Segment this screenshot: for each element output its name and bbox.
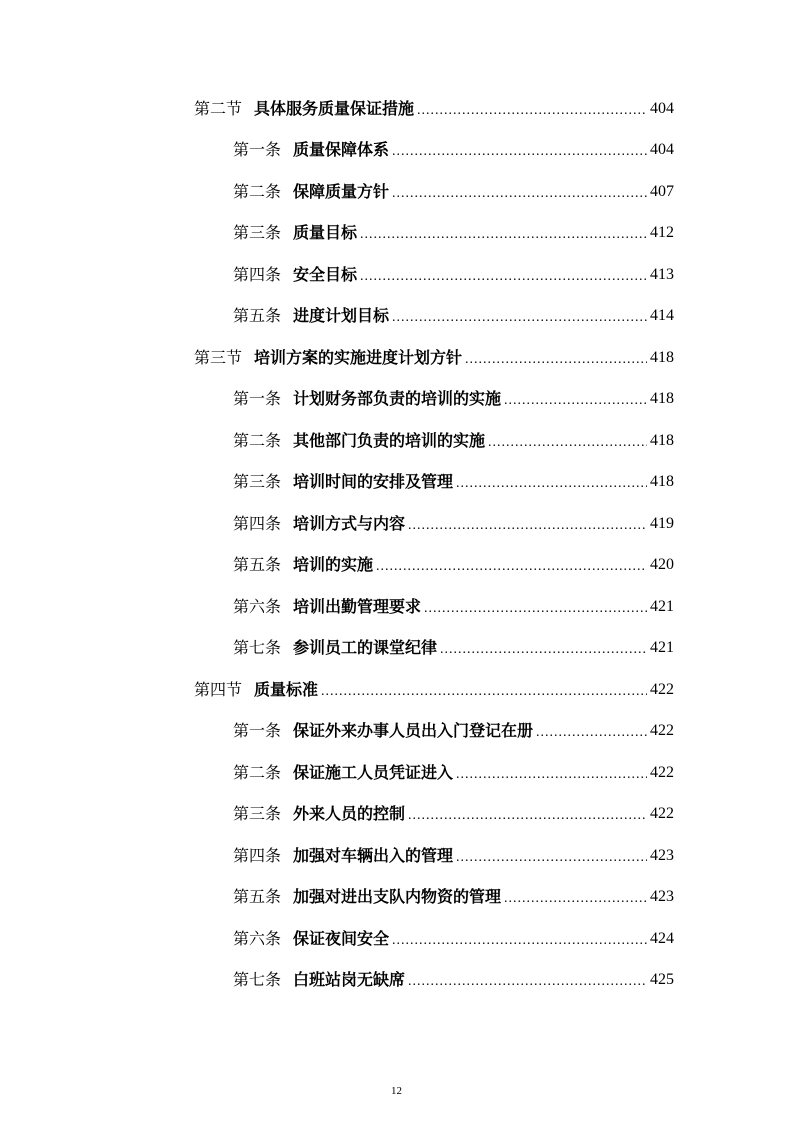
toc-entry-title: 加强对车辆出入的管理 — [293, 845, 454, 865]
toc-article-entry[interactable] — [233, 918, 674, 960]
toc-entry-page: 425 — [650, 971, 674, 989]
toc-entry-page: 421 — [650, 639, 674, 657]
toc-entry-page: 421 — [650, 597, 674, 615]
toc-entry-label: 第四条 — [233, 513, 282, 533]
toc-entry-title: 具体服务质量保证措施 — [254, 98, 415, 118]
toc-section-entry[interactable] — [194, 669, 674, 711]
toc-dot-leader — [376, 558, 647, 576]
toc-entry-label: 第一条 — [233, 721, 282, 741]
toc-entry-label: 第五条 — [233, 306, 282, 326]
toc-entry-title: 质量标准 — [254, 679, 319, 699]
toc-entry-label: 第四节 — [194, 679, 243, 699]
toc-entry-page: 423 — [650, 846, 674, 864]
toc-entry-label: 第四条 — [233, 845, 282, 865]
toc-dot-leader — [392, 309, 647, 327]
toc-article-entry[interactable] — [233, 545, 674, 587]
toc-entry-title: 白班站岗无缺席 — [293, 970, 406, 990]
toc-entry-page: 422 — [650, 763, 674, 781]
toc-dot-leader — [360, 226, 647, 244]
toc-entry-page: 418 — [650, 431, 674, 449]
toc-entry-title: 进度计划目标 — [293, 306, 390, 326]
toc-entry-label: 第四条 — [233, 264, 282, 284]
toc-entry-label: 第六条 — [233, 596, 282, 616]
toc-dot-leader — [440, 641, 647, 659]
toc-entry-label: 第一条 — [233, 389, 282, 409]
toc-article-entry[interactable] — [233, 213, 674, 255]
toc-entry-page: 422 — [650, 722, 674, 740]
toc-article-entry[interactable] — [233, 752, 674, 794]
toc-article-entry[interactable] — [233, 711, 674, 753]
toc-article-entry[interactable] — [233, 877, 674, 919]
toc-dot-leader — [417, 102, 647, 120]
toc-entry-page: 423 — [650, 888, 674, 906]
toc-entry-title: 培训方式与内容 — [293, 513, 406, 533]
toc-entry-label: 第二条 — [233, 430, 282, 450]
toc-entry-page: 404 — [650, 141, 674, 159]
toc-article-entry[interactable] — [233, 503, 674, 545]
toc-article-entry[interactable] — [233, 960, 674, 1002]
toc-entry-page: 419 — [650, 514, 674, 532]
toc-dot-leader — [392, 143, 647, 161]
toc-entry-label: 第三条 — [233, 472, 282, 492]
toc-entry-title: 培训时间的安排及管理 — [293, 472, 454, 492]
toc-entry-label: 第二节 — [194, 98, 243, 118]
toc-article-entry[interactable] — [233, 586, 674, 628]
toc-dot-leader — [465, 351, 647, 369]
toc-dot-leader — [456, 475, 647, 493]
toc-entry-title: 加强对进出支队内物资的管理 — [293, 887, 502, 907]
toc-dot-leader — [392, 185, 647, 203]
toc-entry-page: 414 — [650, 307, 674, 325]
toc-entry-title: 培训出勤管理要求 — [293, 596, 422, 616]
toc-entry-title: 其他部门负责的培训的实施 — [293, 430, 486, 450]
toc-entry-title: 保证夜间安全 — [293, 928, 390, 948]
toc-article-entry[interactable] — [233, 379, 674, 421]
toc-entry-title: 培训方案的实施进度计划方针 — [254, 347, 463, 367]
toc-article-entry[interactable] — [233, 254, 674, 296]
toc-entry-page: 412 — [650, 224, 674, 242]
table-of-contents — [0, 88, 793, 1001]
toc-entry-title: 外来人员的控制 — [293, 804, 406, 824]
toc-entry-label: 第七条 — [233, 970, 282, 990]
page-number: 12 — [391, 1085, 402, 1097]
toc-section-entry[interactable] — [194, 337, 674, 379]
toc-dot-leader — [488, 434, 647, 452]
toc-entry-label: 第五条 — [233, 887, 282, 907]
toc-entry-label: 第二条 — [233, 181, 282, 201]
toc-dot-leader — [360, 268, 647, 286]
toc-entry-title: 安全目标 — [293, 264, 358, 284]
toc-entry-title: 培训的实施 — [293, 555, 374, 575]
toc-article-entry[interactable] — [233, 130, 674, 172]
toc-article-entry[interactable] — [233, 794, 674, 836]
toc-dot-leader — [456, 849, 647, 867]
toc-dot-leader — [504, 890, 647, 908]
toc-dot-leader — [392, 932, 647, 950]
toc-entry-title: 参训员工的课堂纪律 — [293, 638, 438, 658]
toc-section-entry[interactable] — [194, 88, 674, 130]
toc-dot-leader — [536, 724, 647, 742]
toc-entry-title: 计划财务部负责的培训的实施 — [293, 389, 502, 409]
toc-entry-page: 418 — [650, 390, 674, 408]
toc-entry-page: 424 — [650, 929, 674, 947]
toc-article-entry[interactable] — [233, 296, 674, 338]
toc-article-entry[interactable] — [233, 462, 674, 504]
toc-entry-page: 407 — [650, 182, 674, 200]
toc-dot-leader — [408, 807, 647, 825]
toc-entry-label: 第七条 — [233, 638, 282, 658]
toc-entry-title: 保证施工人员凭证进入 — [293, 762, 454, 782]
toc-entry-page: 422 — [650, 805, 674, 823]
toc-entry-title: 保证外来办事人员出入门登记在册 — [293, 721, 534, 741]
toc-dot-leader — [424, 600, 647, 618]
toc-entry-label: 第六条 — [233, 928, 282, 948]
toc-article-entry[interactable] — [233, 628, 674, 670]
toc-article-entry[interactable] — [233, 420, 674, 462]
toc-entry-label: 第三条 — [233, 223, 282, 243]
toc-article-entry[interactable] — [233, 171, 674, 213]
toc-article-entry[interactable] — [233, 835, 674, 877]
toc-dot-leader — [408, 517, 647, 535]
toc-entry-page: 404 — [650, 99, 674, 117]
toc-entry-title: 质量保障体系 — [293, 140, 390, 160]
toc-entry-page: 420 — [650, 556, 674, 574]
toc-entry-title: 质量目标 — [293, 223, 358, 243]
toc-dot-leader — [321, 683, 647, 701]
toc-entry-page: 413 — [650, 265, 674, 283]
toc-dot-leader — [504, 392, 647, 410]
toc-entry-label: 第三节 — [194, 347, 243, 367]
toc-entry-page: 422 — [650, 680, 674, 698]
toc-dot-leader — [408, 973, 647, 991]
toc-entry-label: 第五条 — [233, 555, 282, 575]
toc-entry-page: 418 — [650, 473, 674, 491]
toc-entry-title: 保障质量方针 — [293, 181, 390, 201]
toc-entry-label: 第一条 — [233, 140, 282, 160]
toc-entry-page: 418 — [650, 348, 674, 366]
toc-dot-leader — [456, 766, 647, 784]
toc-entry-label: 第二条 — [233, 762, 282, 782]
toc-entry-label: 第三条 — [233, 804, 282, 824]
